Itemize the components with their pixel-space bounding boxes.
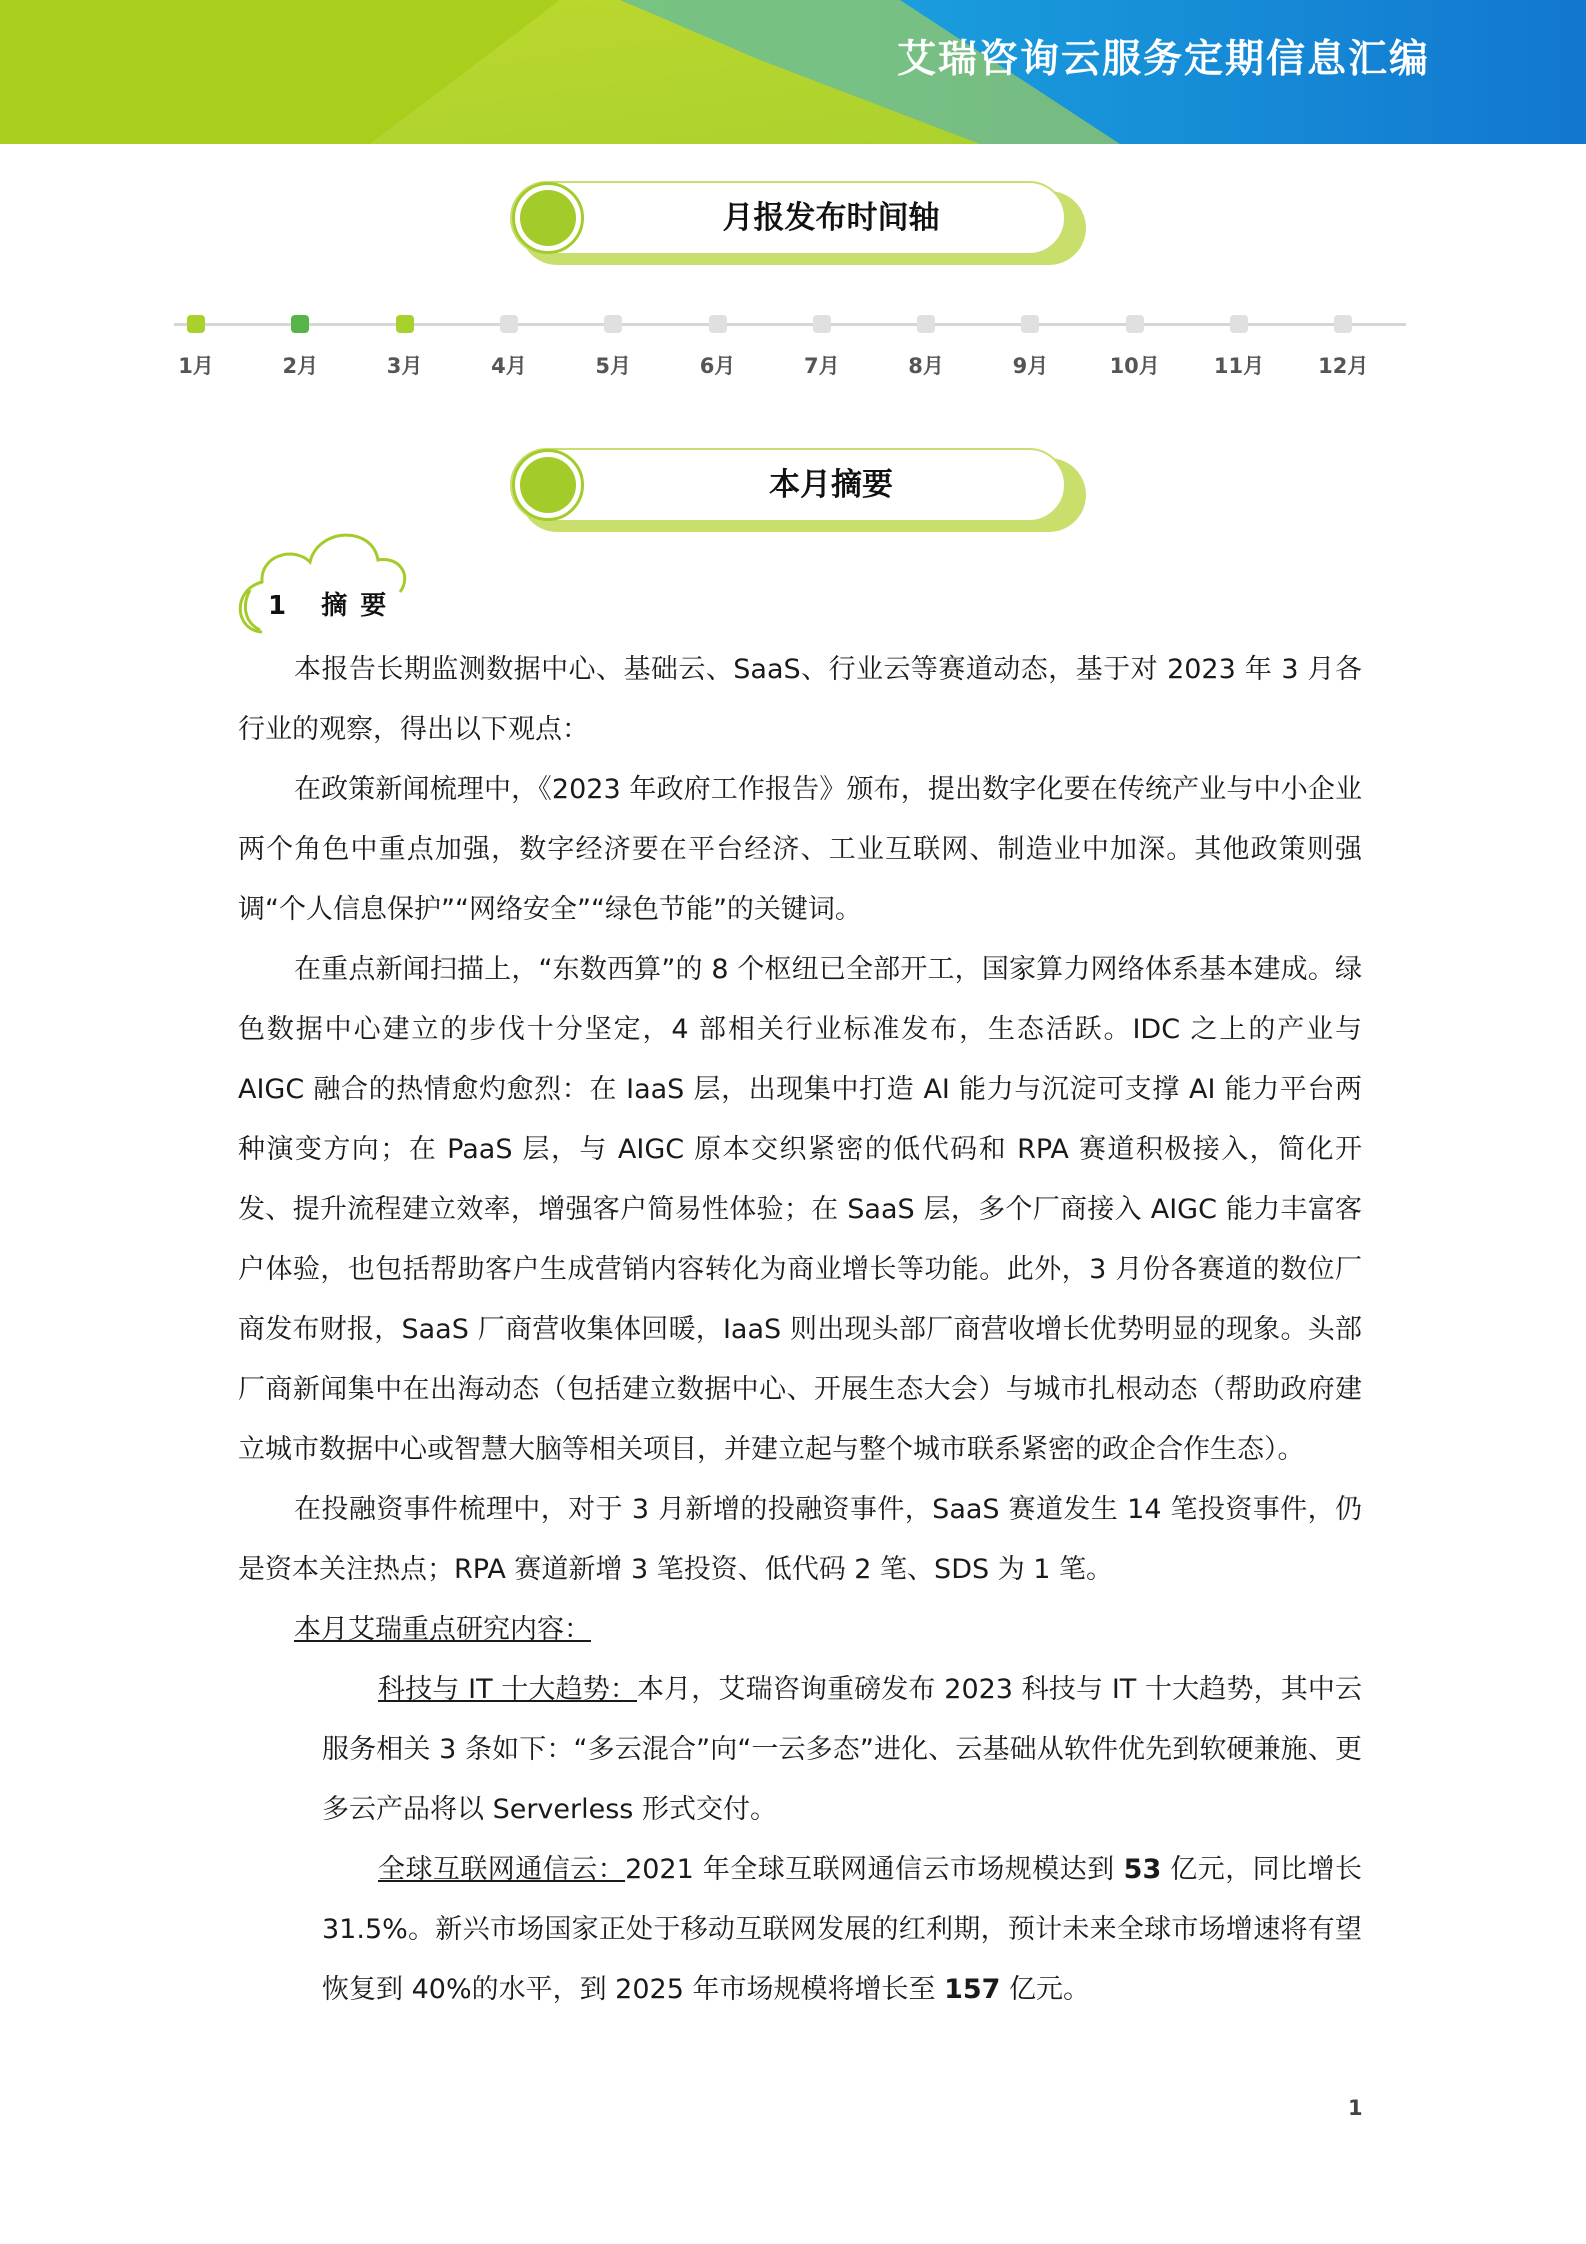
paragraph-news: 在重点新闻扫描上，“东数西算”的 8 个枢纽已全部开工，国家算力网络体系基本建成。绿色数据中心建立的步伐十分坚定，4 部相关行业标准发布，生态活跃。IDC 之上的产业与 AIGC 融合的热情愈灼愈烈：在 IaaS 层，出现集中打造 AI 能力与沉淀可支撑 AI 能力平台两种演变方向；在 PaaS 层，与 AIGC 原本交织紧密的低代码和 RPA 赛道积极接入，简化开发、提升流程建立效率，增强客户简易性体验；在 SaaS 层，多个厂商接入 AIGC 能力丰富客户体验，也包括帮助客户生成营销内容转化为商业增长等功能。此外，3 月份各赛道的数位厂商发布财报，SaaS 厂商营收集体回暖，IaaS 则出现头部厂商营收增长优势明显的现象。头部厂商新闻集中在出海动态（包括建立数据中心、开展生态大会）与城市扎根动态（帮助政府建立城市数据中心或智慧大脑等相关项目，并建立起与整个城市联系紧密的政企合作生态）。 — [238, 954, 1362, 1465]
timeline-month-label: 11月 — [1213, 354, 1265, 378]
timeline-month — [1199, 300, 1279, 380]
timeline-marker — [917, 315, 935, 333]
timeline-month — [260, 300, 340, 380]
research-item-text: 本月，艾瑞咨询重磅发布 2023 科技与 IT 十大趋势，其中云服务相关 3 条如下：“多云混合”向“一云多态”进化、云基础从软件优先到软硬兼施、更多云产品将以 Serverless 形式交付。 — [322, 1674, 1362, 1825]
section-heading — [268, 585, 388, 622]
research-item-trends — [322, 1660, 1362, 1840]
paragraph-investment: 在投融资事件梳理中，对于 3 月新增的投融资事件，SaaS 赛道发生 14 笔投资事件，仍是资本关注热点；RPA 赛道新增 3 笔投资、低代码 2 笔、SDS 为 1 笔。 — [238, 1494, 1362, 1585]
timeline-section-title: 月报发布时间轴 — [722, 200, 940, 236]
research-item-comm-cloud: 全球互联网通信云：2021 年全球互联网通信云市场规模达到 53 亿元，同比增长 31.5%。新兴市场国家正处于移动互联网发展的红利期，预计未来全球市场增速将有望恢复到 40%的水平，到 2025 年市场规模将增长至 157 亿元。 — [322, 1854, 1363, 2005]
header-banner — [0, 0, 1586, 144]
timeline-month-label: 4月 — [491, 354, 527, 378]
timeline-month-label: 3月 — [386, 354, 423, 378]
timeline-month — [886, 300, 966, 380]
summary-section-pill — [510, 448, 1086, 532]
timeline-marker — [1021, 315, 1039, 333]
timeline-marker — [709, 315, 727, 333]
timeline-month-label: 8月 — [908, 354, 944, 378]
summary-section-title: 本月摘要 — [769, 467, 893, 503]
timeline-month-label: 6月 — [699, 354, 736, 378]
timeline-marker — [500, 315, 518, 333]
timeline-month-label: 1月 — [178, 354, 214, 378]
section-title: 摘 要 — [321, 591, 389, 621]
timeline-marker — [813, 315, 831, 333]
timeline-month-label: 9月 — [1012, 354, 1049, 378]
timeline-marker — [604, 315, 622, 333]
timeline-month-label: 12月 — [1318, 354, 1369, 378]
timeline-month — [678, 300, 758, 380]
page-number: 1 — [1348, 2096, 1363, 2120]
timeline-marker — [396, 315, 414, 333]
timeline-section-pill — [510, 181, 1086, 265]
timeline-month-label: 7月 — [803, 354, 840, 378]
paragraph-policy: 在政策新闻梳理中，《2023 年政府工作报告》颁布，提出数字化要在传统产业与中小企业两个角色中重点加强，数字经济要在平台经济、工业互联网、制造业中加深。其他政策则强调“个人信息保护”“网络安全”“绿色节能”的关键词。 — [238, 774, 1362, 925]
month-timeline — [170, 300, 1410, 390]
pill-ball — [520, 190, 576, 246]
timeline-marker — [1334, 315, 1352, 333]
timeline-month — [782, 300, 862, 380]
timeline-marker — [291, 315, 309, 333]
timeline-month — [365, 300, 445, 380]
timeline-marker — [1126, 315, 1144, 333]
market-size-2021: 53 — [1123, 1854, 1162, 1885]
research-item-title: 科技与 IT 十大趋势： — [378, 1674, 638, 1705]
timeline-month — [469, 300, 549, 380]
timeline-month-label: 2月 — [282, 354, 319, 378]
timeline-month — [573, 300, 653, 380]
timeline-month-label: 5月 — [595, 354, 631, 378]
market-size-2025: 157 — [944, 1974, 1001, 2005]
research-item-title: 全球互联网通信云： — [378, 1854, 626, 1885]
pill-ball — [520, 457, 576, 513]
timeline-month-label: 10月 — [1109, 354, 1160, 378]
timeline-month — [1095, 300, 1175, 380]
timeline-month — [1303, 300, 1383, 380]
research-heading: 本月艾瑞重点研究内容： — [294, 1614, 591, 1645]
timeline-month — [990, 300, 1070, 380]
section-number: 1 — [268, 591, 289, 621]
timeline-marker — [187, 315, 205, 333]
paragraph-intro: 本报告长期监测数据中心、基础云、SaaS、行业云等赛道动态，基于对 2023 年 3 月各行业的观察，得出以下观点： — [238, 654, 1362, 745]
summary-body — [238, 640, 1362, 2020]
timeline-month — [156, 300, 236, 380]
timeline-marker — [1230, 315, 1248, 333]
header-title: 艾瑞咨询云服务定期信息汇编 — [896, 37, 1430, 82]
